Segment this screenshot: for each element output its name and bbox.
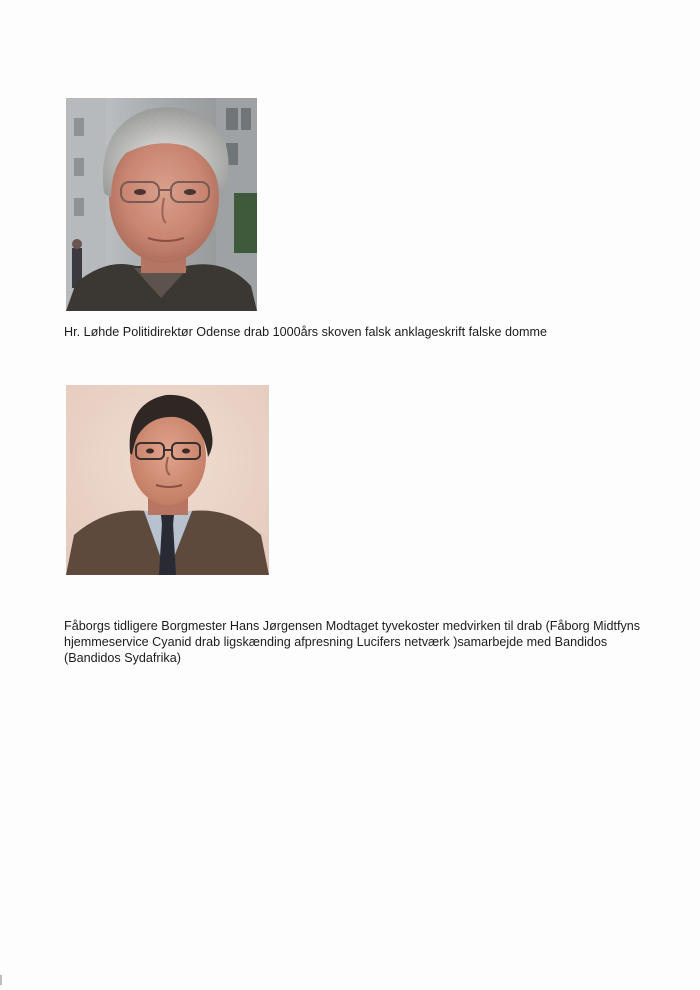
portrait-photo-2 <box>66 385 269 575</box>
photo-2-caption: Fåborgs tidligere Borgmester Hans Jørgensen Modtaget tyvekoster medvirken til drab (Fåborg Midtfyns hjemmeservice Cyanid drab ligskænding afpresning Lucifers netværk )samarbejde med Bandidos (Bandidos Sydafrika) <box>64 619 641 665</box>
photo-1-caption: Hr. Løhde Politidirektør Odense drab 1000års skoven falsk anklageskrift falske domme <box>64 325 547 339</box>
scan-edge-mark <box>0 975 2 985</box>
portrait-photo-1 <box>66 98 257 311</box>
